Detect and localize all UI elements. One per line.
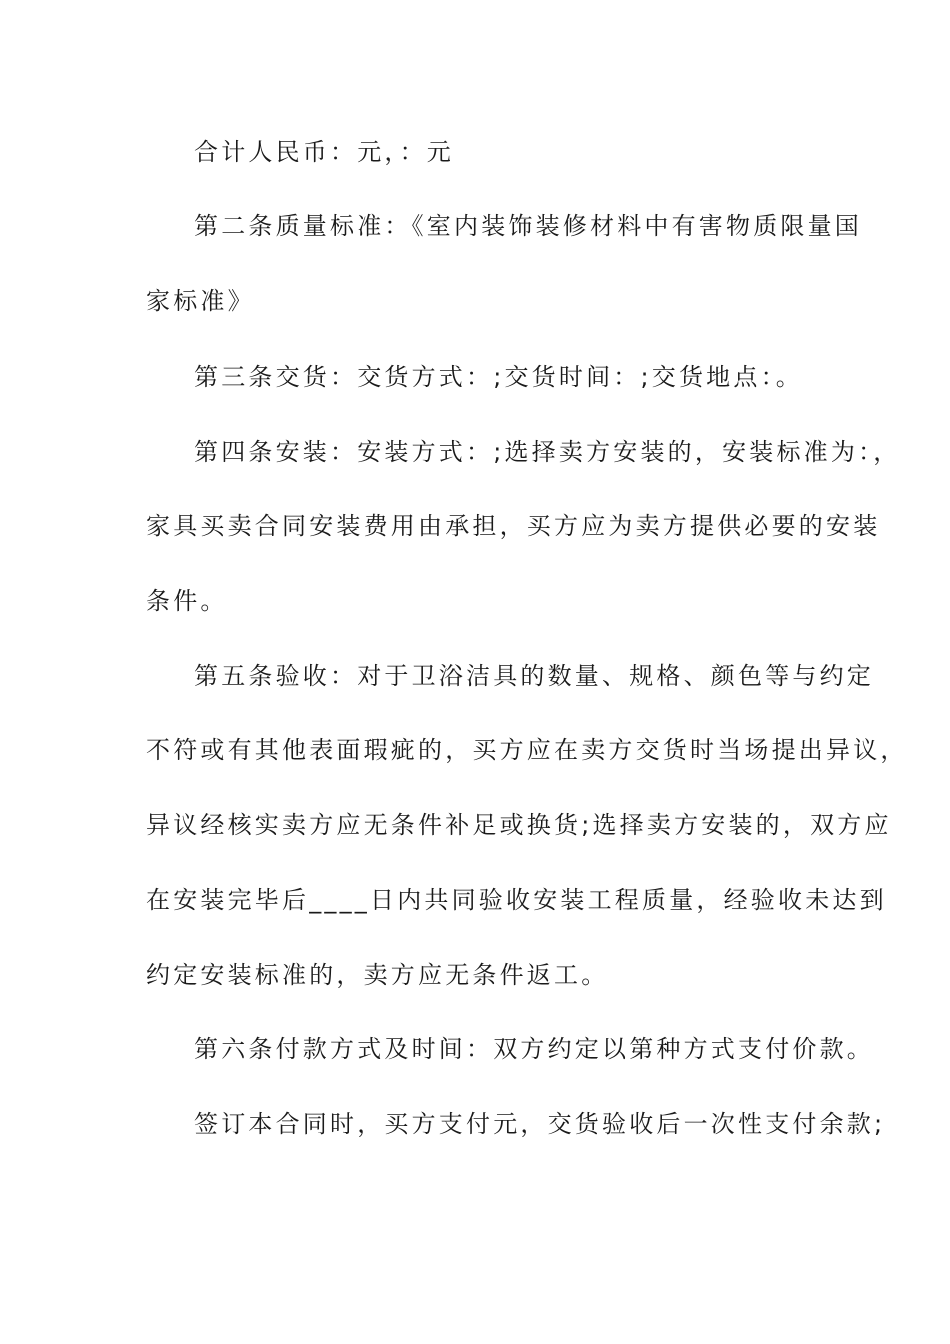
text-line-article-4-cont-1: 家具买卖合同安装费用由承担，买方应为卖方提供必要的安装 [146, 512, 881, 540]
text-line-article-4-cont-2: 条件。 [146, 587, 228, 615]
text-line-article-6: 第六条付款方式及时间：双方约定以第种方式支付价款。 [194, 1035, 874, 1063]
text-line-article-2: 第二条质量标准：《室内装饰装修材料中有害物质限量国 [194, 212, 862, 240]
text-line-article-6-cont: 签订本合同时，买方支付元，交货验收后一次性支付余款; [194, 1110, 886, 1138]
text-line-article-5-cont-1: 不符或有其他表面瑕疵的，买方应在卖方交货时当场提出异议， [146, 736, 908, 764]
text-line-article-3: 第三条交货：交货方式：;交货时间：;交货地点：。 [194, 363, 803, 391]
text-line-article-4: 第四条安装：安装方式：;选择卖方安装的，安装标准为：， [194, 438, 901, 466]
text-line-total: 合计人民币：元，：元 [194, 138, 454, 166]
text-line-article-5-cont-4: 约定安装标准的，卖方应无条件返工。 [146, 961, 609, 989]
text-line-article-5: 第五条验收：对于卫浴洁具的数量、规格、颜色等与约定 [194, 662, 874, 690]
text-line-article-5-cont-3: 在安装完毕后____日内共同验收安装工程质量，经验收未达到 [146, 886, 887, 914]
text-line-article-5-cont-2: 异议经核实卖方应无条件补足或换货;选择卖方安装的，双方应 [146, 811, 892, 839]
text-line-article-2-cont: 家标准》 [146, 287, 255, 315]
